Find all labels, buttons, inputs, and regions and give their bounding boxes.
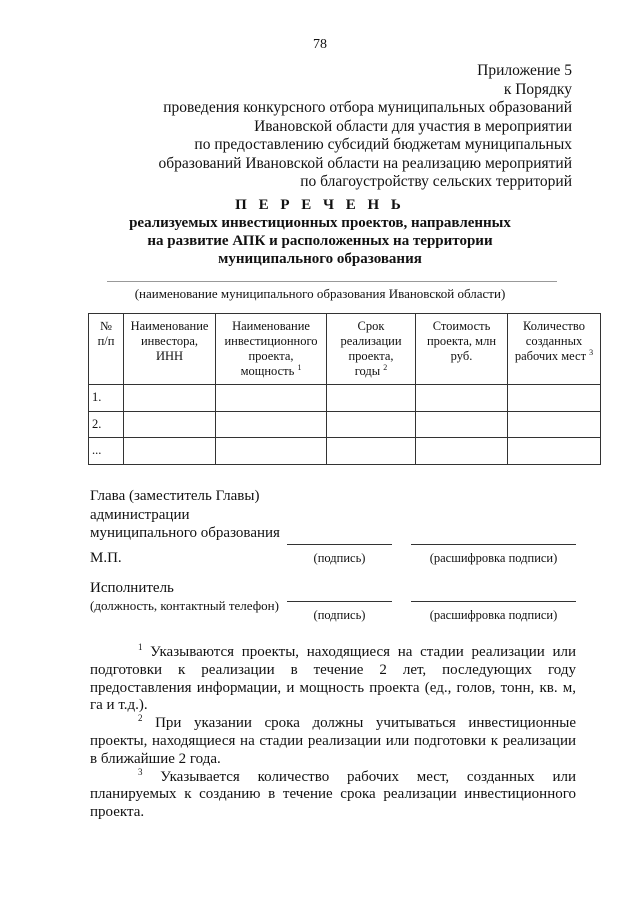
column-header-line [216, 364, 326, 379]
table-cell [327, 385, 416, 412]
projects-table [88, 313, 601, 465]
appendix-line: к Порядку [503, 80, 572, 98]
head-signature-line [287, 544, 392, 545]
table-cell [416, 411, 508, 438]
executor-label: Исполнитель [90, 580, 174, 596]
column-header-line: Срок [357, 319, 385, 333]
appendix-line: Ивановской области для участия в мероприятии [254, 117, 572, 135]
appendix-line: по благоустройству сельских территорий [300, 173, 572, 190]
row-number-cell: 1. [89, 385, 124, 412]
appendix-line: Приложение 5 [477, 62, 572, 79]
table-cell [508, 438, 601, 465]
column-header-text: мощность [240, 364, 295, 378]
table-cell [416, 438, 508, 465]
column-header-line: проекта, млн [426, 334, 497, 348]
footnote-reference: 3 [589, 347, 594, 357]
column-header-line: Количество [523, 319, 585, 333]
table-row [89, 385, 601, 412]
table-cell [124, 385, 216, 412]
title-line: муниципального образования [218, 251, 422, 267]
decoding-caption: (расшифровка подписи) [429, 551, 558, 565]
table-row [89, 411, 601, 438]
title-line: реализуемых инвестиционных проектов, направленных [129, 215, 511, 231]
head-title-line: Глава (заместитель Главы) [90, 488, 260, 504]
page-number: 78 [313, 37, 327, 52]
column-header [89, 314, 124, 385]
title-line: на развитие АПК и расположенных на территории [147, 233, 493, 249]
table-cell [327, 411, 416, 438]
table-row [89, 438, 601, 465]
footnote-reference: 2 [383, 362, 388, 372]
row-number-cell: 2. [89, 411, 124, 438]
footnote-mark: 3 [138, 766, 143, 777]
column-header-line: инвестиционного [224, 334, 318, 348]
column-header [216, 314, 327, 385]
column-header-line: Наименование [130, 319, 209, 333]
column-header-line: п/п [97, 334, 115, 348]
column-header-line: Наименование [232, 319, 310, 333]
executor-decoding-line [411, 601, 576, 602]
table-cell [124, 411, 216, 438]
executor-signature-line [287, 601, 392, 602]
table-cell [416, 385, 508, 412]
footnote-mark: 2 [138, 713, 143, 724]
table-cell [508, 411, 601, 438]
document-title [0, 196, 640, 268]
head-title-line: муниципального образования [90, 525, 280, 541]
footnote-text: Указываются проекты, находящиеся на стадии реализации или подготовки к реализации в течение 2 лет, последующих году предоставления информации, и мощность проекта (ед., голов, тонн, кв. м, га и т.д.). [90, 644, 576, 714]
column-header-line: созданных [525, 334, 583, 348]
footnote-mark: 1 [138, 642, 143, 652]
head-decoding-line [411, 544, 576, 545]
column-header [124, 314, 216, 385]
footnote-text: При указании срока должны учитываться инвестиционные проекты, находящиеся на стадии реализации или подготовки к реализации в ближайшие 2 года. [90, 715, 576, 767]
footnote [90, 644, 576, 715]
appendix-line: проведения конкурсного отбора муниципальных образований [163, 99, 572, 116]
signature-caption: (подпись) [313, 551, 366, 565]
table-cell [327, 438, 416, 465]
decoding-caption: (расшифровка подписи) [429, 608, 558, 622]
column-header [508, 314, 601, 385]
column-header-line: инвестора, [140, 334, 199, 348]
municipality-name-caption: (наименование муниципального образования Ивановской области) [134, 286, 506, 301]
signature-block [90, 487, 280, 543]
appendix-reference [159, 62, 572, 192]
column-header-line: проекта, [248, 349, 294, 363]
footnotes [90, 644, 576, 822]
column-header-line [327, 364, 415, 379]
table-cell [508, 385, 601, 412]
signature-caption: (подпись) [313, 608, 366, 622]
appendix-line: по предоставлению субсидий бюджетам муниципальных [194, 136, 572, 153]
municipality-name-field-line [107, 281, 557, 282]
column-header-line [508, 349, 600, 364]
column-header-line: реализации [340, 334, 402, 348]
column-header-line: руб. [450, 349, 473, 363]
table-cell [216, 411, 327, 438]
head-title-line: администрации [90, 506, 190, 523]
column-header-text: рабочих мест [514, 349, 587, 363]
title-heading: П Е Р Е Ч Е Н Ь [235, 197, 405, 213]
column-header-text: годы [354, 364, 381, 378]
footnote [90, 715, 576, 768]
column-header [416, 314, 508, 385]
column-header-line: ИНН [155, 349, 184, 363]
footnote-text: Указывается количество рабочих мест, созданных или планируемых к созданию в течение срока реализации инвестиционного проекта. [90, 768, 577, 821]
column-header-line: № [100, 319, 112, 333]
footnote-reference: 1 [297, 362, 302, 372]
column-header [327, 314, 416, 385]
table-cell [216, 438, 327, 465]
appendix-line: образований Ивановской области на реализацию мероприятий [158, 154, 572, 172]
column-header-line: проекта, [348, 349, 394, 363]
row-number-cell: ... [89, 438, 124, 465]
stamp-label: М.П. [90, 550, 122, 566]
table-cell [216, 385, 327, 412]
table-cell [124, 438, 216, 465]
table-header-row [89, 314, 601, 385]
executor-note: (должность, контактный телефон) [90, 598, 279, 613]
footnote [90, 766, 577, 822]
column-header-line: Стоимость [432, 319, 491, 333]
